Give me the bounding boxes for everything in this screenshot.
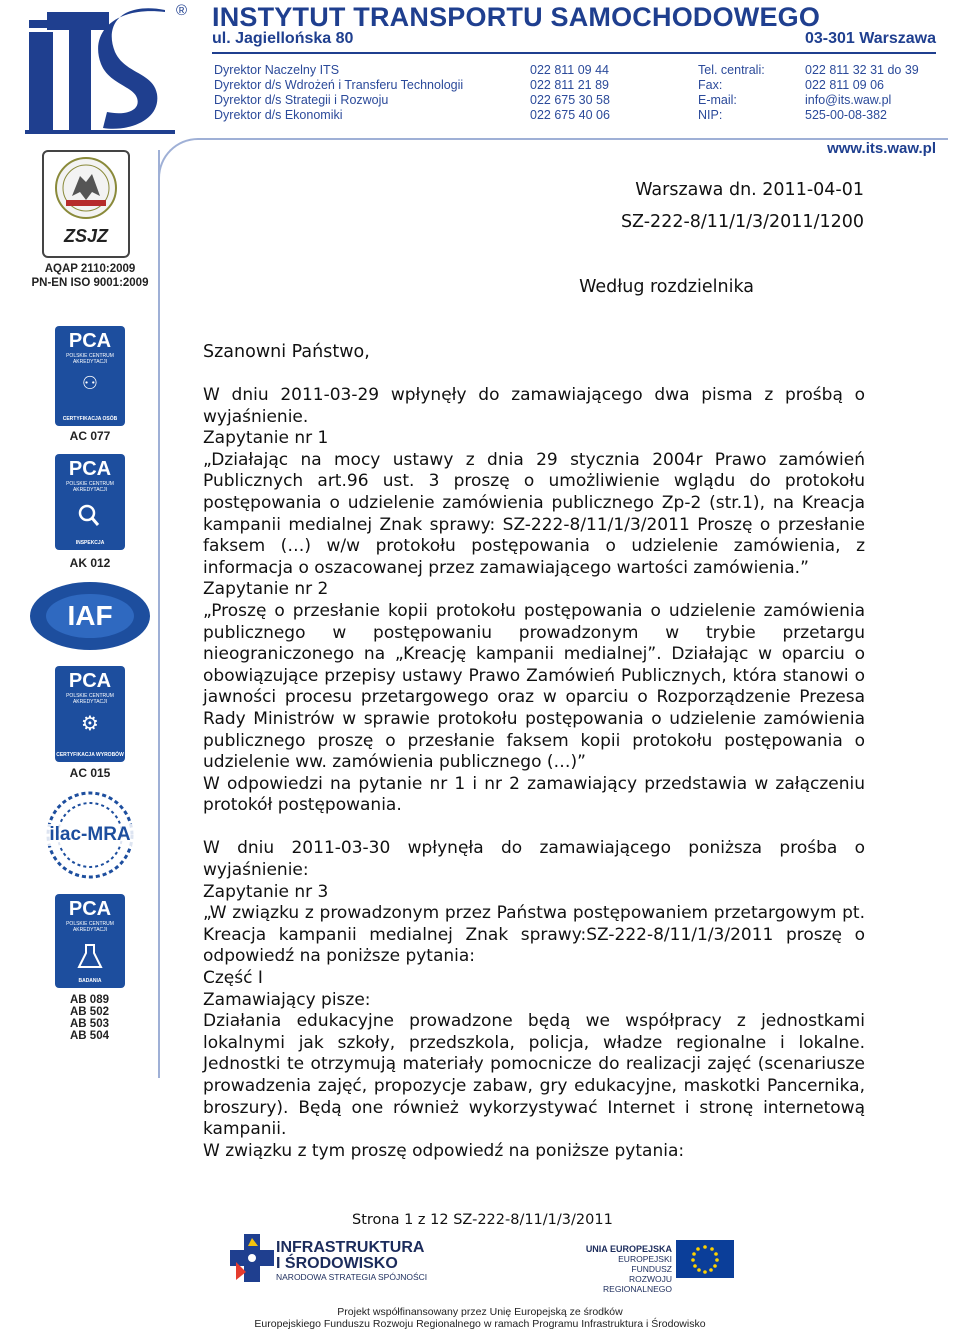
pca-subtitle: POLSKIE CENTRUM AKREDYTACJI — [66, 693, 114, 705]
zsjz-label: ZSJZ — [63, 226, 108, 246]
body-paragraph: „Proszę o przesłanie kopii protokołu postępowania o udzielenie zamówienia publicznego w postępowaniu prowadzonym w trybie przetargu nieograniczonego na „Kreację kampanii medialnej”. Działając w oparciu o obowiązujące przepisy ustawy Prawo Zamówień Publicznych, która stanowi o jawności procesu przetargowego oraz w oparciu o Rozporządzenie Prezesa Rady Ministrów w sprawie protokołu postępowania o udzielenie zamówienia publicznego proszę o przesłanie faksem kopii protokołu postępowania o udzielenie ww. zamówienia publicznego (…)” — [203, 600, 865, 773]
header-divider — [212, 52, 936, 54]
its-logo-graphic — [25, 2, 175, 137]
director-phones — [530, 63, 610, 123]
magnifier-icon — [55, 501, 125, 531]
body-paragraph: W dniu 2011-03-30 wpłynęła do zamawiającego poniższa prośba o wyjaśnienie: — [203, 838, 865, 881]
pca-label: CERTYFIKACJA OSÓB — [62, 416, 118, 422]
infrastruktura-title — [276, 1240, 427, 1283]
nss-emblem-icon — [230, 1232, 274, 1284]
pca-label: BADANIA — [78, 978, 102, 984]
cert-code: AB 089 — [70, 994, 109, 1006]
salutation: Szanowni Państwo, — [203, 342, 370, 362]
contact-label: NIP: — [698, 108, 723, 122]
query-heading: Zapytanie nr 1 — [203, 428, 329, 449]
pca-title: PCA — [68, 330, 112, 352]
contact-value: 525-00-08-382 — [805, 108, 888, 122]
flask-icon — [55, 941, 125, 971]
pca-subtitle: POLSKIE CENTRUM AKREDYTACJI — [66, 353, 114, 365]
director-phone: 022 811 09 44 — [530, 63, 610, 77]
body-paragraph: „Działając na mocy ustawy z dnia 29 stycznia 2004r Prawo zamówień Publicznych art.96 ust. 3 proszę o umożliwienie wglądu do protokołu postępowania o udzielenie zamówienia publicznego Zp-2 (str.1), na Kreacja kampanii medialnej Znak sprawy: SZ-222-8/11/1/3/2011 Proszę o przesłanie faksem (…) w/w protokołu postępowania o udzielenie zamówienia, z informacja o oszacowanej przez zamawiającego wartości zamówienia.” — [203, 449, 865, 578]
director-title: Dyrektor d/s Ekonomiki — [214, 108, 343, 122]
contact-value: 022 811 32 31 do 39 — [805, 63, 919, 77]
standard-label: PN-EN ISO 9001:2009 — [31, 277, 149, 289]
org-street: ul. Jagiellońska 80 — [212, 30, 354, 47]
registered-mark: ® — [176, 2, 188, 19]
section-heading: Część I — [203, 968, 263, 989]
body-paragraph: W związku z tym proszę odpowiedź na poniższe pytania: — [203, 1140, 685, 1161]
body-paragraph: Zamawiający pisze: — [203, 989, 371, 1010]
people-icon: ⚇ — [81, 373, 99, 394]
query-heading: Zapytanie nr 2 — [203, 579, 329, 600]
eu-line: EUROPEJSKI FUNDUSZ — [618, 1254, 672, 1274]
contact-label: E-mail: — [698, 93, 737, 107]
director-phone: 022 811 21 89 — [530, 78, 610, 92]
iaf-logo — [28, 580, 152, 652]
zsjz-seal — [42, 150, 130, 258]
cert-code: AK 012 — [69, 556, 111, 570]
org-city: 03-301 Warszawa — [804, 30, 936, 47]
cert-code: AB 504 — [70, 1030, 109, 1042]
its-logo — [25, 2, 175, 137]
contact-value: 022 811 09 06 — [805, 78, 885, 92]
zsjz-standards — [20, 262, 160, 290]
eu-stars-icon — [676, 1240, 734, 1278]
pca-label: CERTYFIKACJA WYROBÓW — [56, 752, 124, 758]
cert-code: AC 077 — [69, 429, 111, 443]
cert-code: AC 015 — [69, 766, 111, 780]
iaf-text: IAF — [67, 600, 113, 631]
project-line: Projekt współfinansowany przez Unię Europejską ze środków — [337, 1306, 623, 1318]
pca-label: INSPEKCJA — [75, 540, 105, 546]
standard-label: AQAP 2110:2009 — [44, 263, 136, 275]
query-heading: Zapytanie nr 3 — [203, 881, 329, 902]
infrastruktura-logo — [230, 1232, 274, 1284]
body-paragraph: W odpowiedzi na pytanie nr 1 i nr 2 zamawiający przedstawia w załączeniu protokół postępowania. — [203, 773, 865, 816]
paragraph-gap — [203, 817, 865, 839]
pca-title: PCA — [68, 898, 112, 920]
contact-labels — [698, 63, 765, 123]
org-name: INSTYTUT TRANSPORTU SAMOCHODOWEGO — [212, 2, 821, 32]
cert-code: AB 503 — [70, 1018, 109, 1030]
website: www.its.waw.pl — [821, 140, 936, 157]
contact-values — [805, 63, 919, 123]
pca-title: PCA — [68, 458, 112, 480]
project-line: Europejskiego Funduszu Rozwoju Regionalnego w ramach Programu Infrastruktura i Środowisko — [254, 1318, 706, 1330]
contact-value: info@its.waw.pl — [805, 93, 892, 107]
page-number: Strona 1 z 12 SZ-222-8/11/1/3/2011 — [352, 1212, 613, 1228]
pca-card-certyfikacja-wyrobow — [55, 666, 125, 762]
cert-codes-badania — [70, 994, 109, 1042]
contact-label: Fax: — [698, 78, 723, 92]
directors-list — [214, 63, 463, 123]
director-title: Dyrektor d/s Wdrożeń i Transferu Technologii — [214, 78, 464, 92]
eu-line: ROZWOJU REGIONALNEGO — [603, 1274, 672, 1294]
is-subtitle: NARODOWA STRATEGIA SPÓJNOŚCI — [276, 1272, 428, 1282]
pca-card-inspekcja — [55, 454, 125, 550]
pca-card-certyfikacja-osob — [55, 326, 125, 426]
director-title: Dyrektor d/s Strategii i Rozwoju — [214, 93, 389, 107]
director-title: Dyrektor Naczelny ITS — [214, 63, 340, 77]
is-title-line: INFRASTRUKTURA — [276, 1239, 425, 1256]
pca-title: PCA — [68, 670, 112, 692]
eu-fund-text — [576, 1244, 672, 1294]
pca-subtitle: POLSKIE CENTRUM AKREDYTACJI — [66, 481, 114, 493]
contact-label: Tel. centrali: — [698, 63, 765, 77]
letter-body — [203, 385, 865, 1162]
body-paragraph: Działania edukacyjne prowadzone będą we współpracy z jednostkami lokalnymi jak szkoły, przedszkola, policja, władze regionalne i lokalne. Jednostki te otrzymują materiały pomocnicze do realizacji zajęć (scenariusze prowadzenia zajęć, propozycje zabaw, gry edukacyjne, maskotki Pancernika, broszury). Będą one również wykorzystywać Internet i stronę internetową kampanii. — [203, 1011, 865, 1140]
ilac-text: ilac-MRA — [40, 824, 140, 846]
gears-icon: ⚙ — [81, 711, 99, 735]
is-title-line: I ŚRODOWISKO — [276, 1255, 398, 1272]
letter-reference: SZ-222-8/11/1/3/2011/1200 — [620, 212, 864, 232]
pca-card-badania — [55, 894, 125, 988]
cert-code: AB 502 — [70, 1006, 109, 1018]
project-funding-note — [0, 1306, 960, 1330]
eu-flag — [676, 1240, 734, 1278]
eu-line: UNIA EUROPEJSKA — [585, 1244, 672, 1254]
letter-date: Warszawa dn. 2011-04-01 — [635, 180, 864, 200]
ilac-mra-logo — [40, 790, 140, 880]
pca-subtitle: POLSKIE CENTRUM AKREDYTACJI — [66, 921, 114, 933]
body-paragraph: „W związku z prowadzonym przez Państwa postępowaniem przetargowym pt. Kreacja kampanii medialnej Znak sprawy:SZ-222-8/11/1/3/2011 proszę o odpowiedź na poniższe pytania: — [203, 903, 865, 967]
eagle-emblem-icon — [44, 152, 128, 222]
body-paragraph: W dniu 2011-03-29 wpłynęły do zamawiającego dwa pisma z prośbą o wyjaśnienie. — [203, 385, 865, 427]
letter-recipient: Według rozdzielnika — [579, 277, 754, 297]
director-phone: 022 675 30 58 — [530, 93, 610, 107]
director-phone: 022 675 40 06 — [530, 108, 610, 122]
